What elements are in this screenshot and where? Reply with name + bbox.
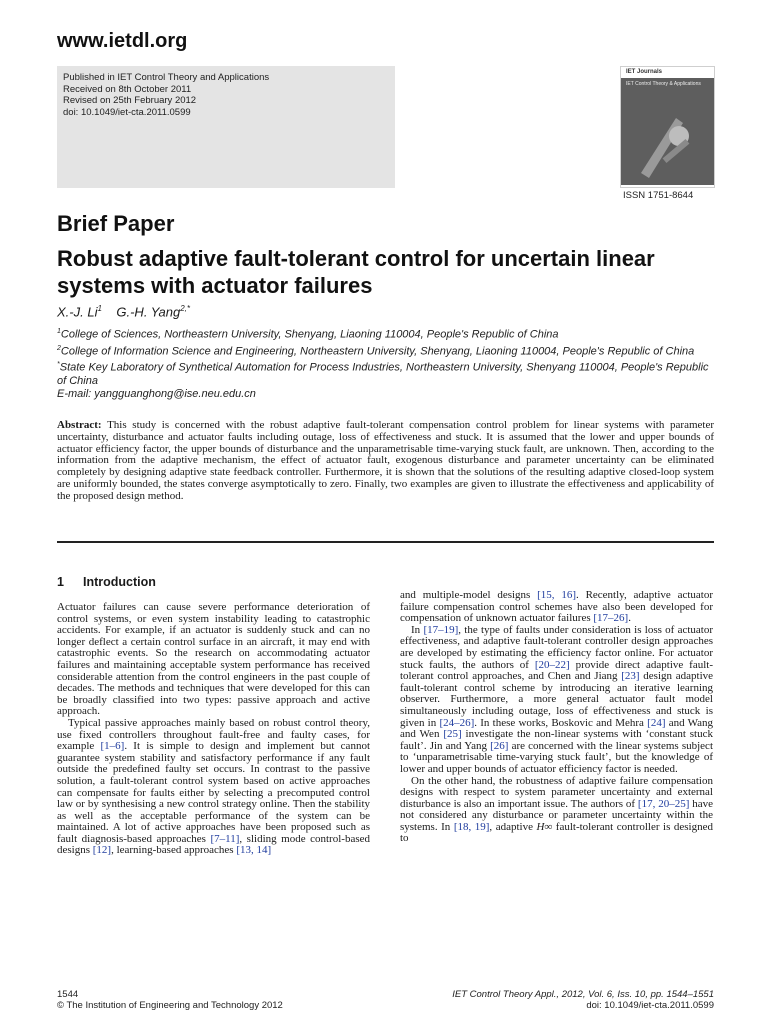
- text-run: Typical passive approaches mainly based on robust control theory, use fixed controllers throughout fault-free and faulty cases, for example: [57, 716, 370, 753]
- issn: ISSN 1751-8644: [623, 190, 694, 201]
- text-run: . Recently, adaptive actuator failure compensation control schemes have also been developed for compensation of unknown actuator failures: [400, 589, 713, 625]
- page-number: 1544: [57, 989, 79, 1000]
- affil-1-sup: 1: [57, 328, 61, 335]
- cover-logo: IET Journals: [626, 69, 663, 75]
- text-run: . In these works, Boskovic and Mehra: [474, 716, 648, 729]
- citation-link[interactable]: [25]: [443, 728, 462, 741]
- publication-info-box: [57, 66, 395, 188]
- affiliations: [57, 325, 717, 401]
- cover-title: IET Control Theory & Applications: [626, 81, 701, 87]
- citation-link[interactable]: [1–6]: [100, 740, 125, 753]
- text-run: and Wang and Wen: [400, 716, 713, 741]
- abstract: [57, 420, 714, 503]
- author-1: X.-J. Li: [57, 304, 98, 320]
- math-symbol: H∞: [536, 820, 553, 833]
- author-1-sup: 1: [97, 304, 102, 313]
- paragraph: [400, 590, 713, 625]
- citation-link[interactable]: [24–26]: [439, 716, 475, 729]
- footer-doi: doi: 10.1049/iet-cta.2011.0599: [586, 1000, 714, 1011]
- citation-link[interactable]: [17, 20–25]: [637, 797, 690, 810]
- cover-band: [621, 78, 714, 185]
- citation-link[interactable]: [7–11]: [210, 832, 240, 845]
- section-heading: [57, 575, 156, 589]
- text-run: design adaptive fault-tolerant control scheme by introducing an iterative learning observer. Furthermore, a more general actuator fault model simultaneously including outage, loss of effectiveness and stuck is given in: [400, 670, 714, 729]
- affiliation-1: College of Sciences, Northeastern University, Shenyang, Liaoning 110004, People's Republic of China: [60, 328, 559, 341]
- author-2-sup: 2,*: [180, 304, 190, 313]
- journal-reference: IET Control Theory Appl., 2012, Vol. 6, Iss. 10, pp. 1544–1551: [452, 989, 714, 1000]
- authors: [57, 304, 190, 319]
- text-run: have not considered any disturbance or parameter uncertainty within the systems. In: [400, 797, 714, 833]
- revised-date: Revised on 25th February 2012: [63, 95, 197, 106]
- text-run: provide direct adaptive fault-tolerant control approaches, and Chen and Jiang: [400, 658, 713, 683]
- published-in: Published in IET Control Theory and Applications: [63, 72, 270, 83]
- text-run: In: [411, 623, 424, 636]
- text-run: fault-tolerant controller is designed to: [400, 820, 714, 845]
- citation-link[interactable]: [13, 14]: [236, 844, 272, 857]
- paragraph: [400, 625, 713, 776]
- citation-link[interactable]: [17–19]: [423, 623, 459, 636]
- site-url: www.ietdl.org: [57, 30, 188, 52]
- abstract-label: Abstract:: [57, 419, 102, 431]
- footer-left: [57, 989, 283, 1011]
- email: E-mail: yangguanghong@ise.neu.edu.cn: [57, 387, 256, 400]
- author-2: G.-H. Yang: [116, 304, 181, 320]
- text-run: and multiple-model designs: [400, 589, 538, 601]
- affil-2-sup: 2: [57, 344, 61, 352]
- affil-3-sup: *: [57, 361, 60, 369]
- column-left: [57, 602, 370, 857]
- section-title: Introduction: [83, 575, 156, 589]
- citation-link[interactable]: [18, 19]: [453, 820, 490, 833]
- citation-link[interactable]: [23]: [621, 670, 640, 683]
- affiliation-2: College of Information Science and Engineering, Northeastern University, Shenyang, Liaoning 110004, People's Republic of China: [60, 345, 695, 358]
- journal-cover-image: [620, 66, 715, 188]
- citation-link[interactable]: [20–22]: [534, 658, 570, 671]
- text-run: , adaptive: [489, 820, 537, 833]
- citation-link[interactable]: [12]: [92, 844, 112, 857]
- paragraph: [57, 718, 370, 857]
- text-run: On the other hand, the robustness of adaptive failure compensation designs with respect to system parameter uncertainty and external disturbance is also an important issue. The authors of: [400, 774, 713, 810]
- abstract-text: This study is concerned with the robust adaptive fault-tolerant compensation control problem for linear systems with parameter uncertainty, disturbance and actuator faults including outage, loss of effectiveness and stuck. It is assumed that the lower and upper bounds of actuator efficiency factor, the upper bounds of disturbance and the unparametrisable time-varying stuck fault, are unknown. Then, according to the information from the adaptive mechanism, the effect of actuator fault, exogenous disturbance and parameter uncertainty can be eliminated completely by designing adaptive state feedback controller. Furthermore, it is shown that the solutions of the resulting adaptive closed-loop system are uniformly bounded, the states converge asymptotically to zero. Finally, two examples are given to illustrate the effectiveness and applicability of the proposed design method.: [57, 419, 714, 502]
- doi: doi: 10.1049/iet-cta.2011.0599: [63, 106, 191, 118]
- divider: [57, 541, 714, 543]
- received-date: Received on 8th October 2011: [63, 83, 192, 95]
- affiliation-3: State Key Laboratory of Synthetical Automation for Process Industries, Northeastern University, Shenyang 110004, People's Republic of China: [57, 361, 709, 387]
- satellite-illustration: [621, 78, 714, 185]
- paragraph: [400, 776, 713, 846]
- column-right: [400, 590, 713, 845]
- footer-right: [400, 989, 714, 1011]
- copyright: © The Institution of Engineering and Technology 2012: [57, 1000, 283, 1011]
- paper-title: Robust adaptive fault-tolerant control for uncertain linear systems with actuator failures: [57, 246, 655, 298]
- citation-link[interactable]: [24]: [647, 716, 666, 729]
- text-run: , learning-based approaches: [111, 844, 237, 857]
- section-number: 1: [57, 575, 64, 589]
- citation-link[interactable]: [26]: [490, 739, 509, 752]
- paper-type: Brief Paper: [57, 211, 175, 236]
- text-run: . It is simple to design and implement but cannot guarantee system stability and satisfactory performance if any fault outside the predefined faulty set occurs. In contrast to the passive solution, a fault-tolerant control system based on active approaches can compensate for faults either by selecting a precomputed control law or by synthesising a new control strategy online. Then the stability as well as the acceptable performance of the system can be maintained. A lot of active approaches have been proposed such as fault diagnosis-based approaches: [57, 740, 370, 845]
- citation-link[interactable]: [17–26]: [593, 612, 629, 625]
- text-run: .: [628, 612, 631, 625]
- text-run: , sliding mode control-based designs: [57, 832, 370, 857]
- text-run: investigate the non-linear systems with ‘constant stuck fault’. Jin and Yang: [400, 728, 713, 752]
- text-run: , the type of faults under consideration is loss of actuator effectiveness, and adaptive fault-tolerant controller design approaches are developed by estimating the efficiency factor online. For actuator stuck faults, the authors of: [400, 623, 713, 671]
- citation-link[interactable]: [15, 16]: [537, 589, 577, 601]
- paragraph: Actuator failures can cause severe performance deterioration of control systems, or even system instability leading to catastrophic accidents. For example, if an actuator is suddenly stuck and can no longer deflect a certain control surface in an aircraft, it may end with catastrophic events. So the research on accommodating actuator failures and maintaining acceptable system performance has received considerable attention from the control engineers in the past couple of decades. The methods and techniques that were developed for this can be broadly classified into two types: passive approach and active approach.: [57, 601, 370, 718]
- text-run: are concerned with the linear systems subject to ‘unparametrisable time-varying stuck fault’, but the knowledge of lower and upper bounds of actuator efficiency factor is needed.: [400, 739, 713, 775]
